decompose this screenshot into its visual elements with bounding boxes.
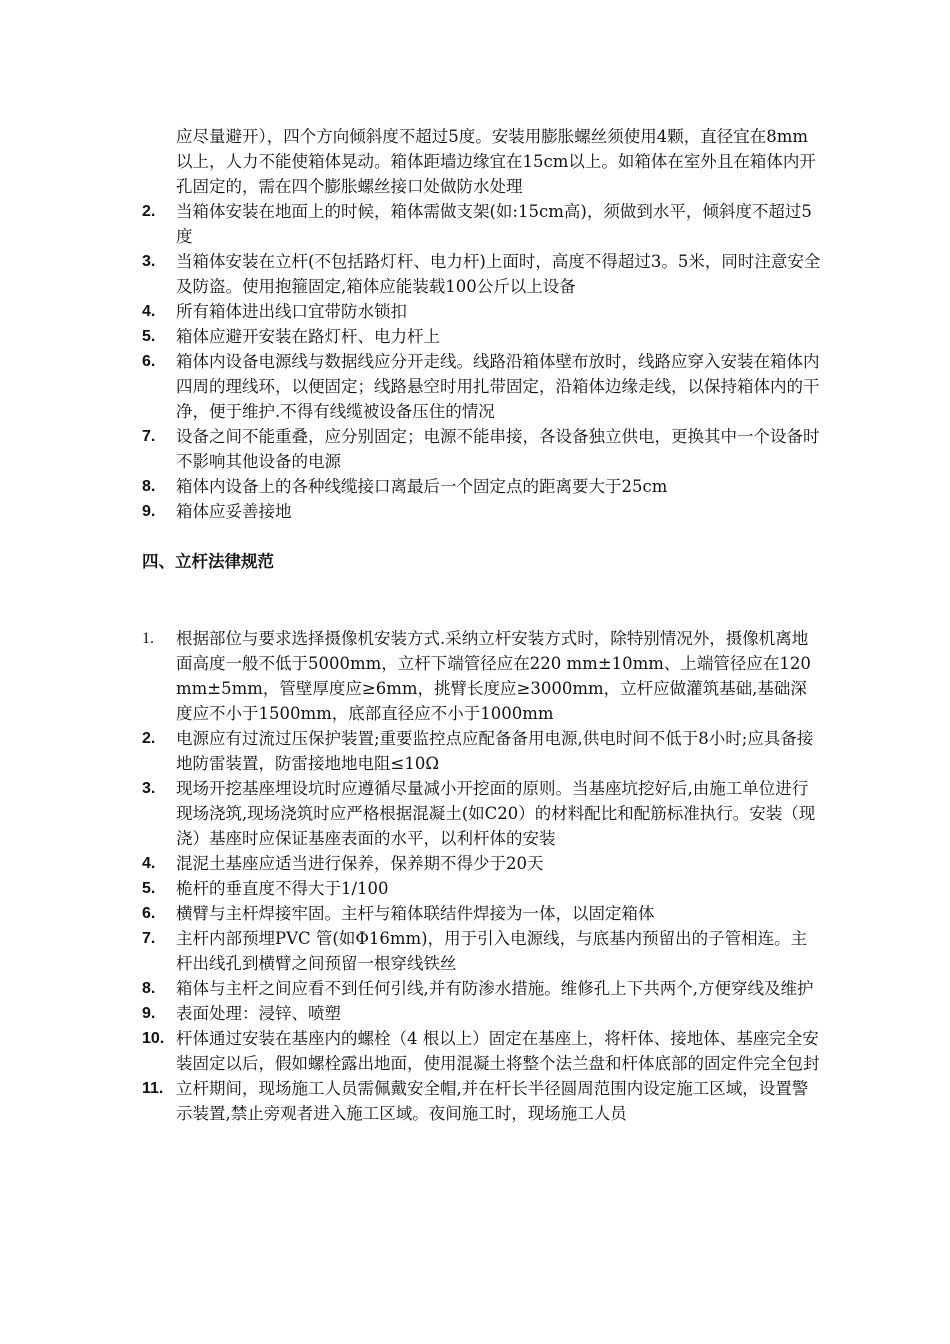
list-item bbox=[142, 424, 822, 474]
list-item bbox=[142, 851, 822, 876]
list-item-number: 11. bbox=[142, 1080, 164, 1097]
box-installation-list bbox=[142, 199, 822, 524]
list-item-text: 电源应有过流过压保护装置;重要监控点应配备备用电源,供电时间不低于8小时;应具备接地防雷装置，防雷接地地电阻≤10Ω bbox=[176, 729, 814, 773]
list-item-number: 7. bbox=[142, 428, 156, 445]
list-item-number: 8. bbox=[142, 478, 156, 495]
list-item bbox=[142, 876, 822, 901]
list-item-text: 表面处理：浸锌、喷塑 bbox=[176, 1004, 341, 1023]
list-item-number: 6. bbox=[142, 353, 156, 370]
list-item-number: 10. bbox=[142, 1030, 165, 1047]
list-item-text: 当箱体安装在立杆(不包括路灯杆、电力杆)上面时，高度不得超过3。5米，同时注意安全及防盗。使用抱箍固定,箱体应能装载100公斤以上设备 bbox=[176, 252, 821, 296]
list-item-text: 立杆期间，现场施工人员需佩戴安全帽,并在杆长半径圆周范围内设定施工区域，设置警示装置,禁止旁观者进入施工区域。夜间施工时，现场施工人员 bbox=[176, 1079, 809, 1123]
list-item-text: 箱体应避开安装在路灯杆、电力杆上 bbox=[176, 327, 440, 346]
list-item-text: 混泥土基座应适当进行保养，保养期不得少于20天 bbox=[176, 854, 544, 873]
list-item bbox=[142, 249, 822, 299]
list-item-text: 当箱体安装在地面上的时候，箱体需做支架(如:15cm高)，须做到水平，倾斜度不超过5度 bbox=[176, 202, 812, 246]
list-item-text: 箱体与主杆之间应看不到任何引线,并有防渗水措施。维修孔上下共两个,方便穿线及维护 bbox=[176, 979, 814, 998]
pole-standards-list bbox=[142, 626, 822, 1126]
list-item-number: 6. bbox=[142, 905, 156, 922]
list-item-text: 杆体通过安装在基座内的螺栓（4 根以上）固定在基座上，将杆体、接地体、基座完全安装固定以后，假如螺栓露出地面，使用混凝土将整个法兰盘和杆体底部的固定件完全包封 bbox=[176, 1029, 820, 1073]
list-item bbox=[142, 299, 822, 324]
list-item-text: 桅杆的垂直度不得大于1/100 bbox=[176, 879, 389, 898]
list-item bbox=[142, 726, 822, 776]
list-item-number: 3. bbox=[142, 253, 156, 270]
list-item-text: 现场开挖基座埋设坑时应遵循尽量减小开挖面的原则。当基座坑挖好后,由施工单位进行现场浇筑,现场浇筑时应严格根据混凝土(如C20）的材料配比和配筋标准执行。安装（现浇）基座时应保证基座表面的水平，以利杆体的安装 bbox=[176, 779, 816, 848]
list-item bbox=[142, 626, 822, 726]
list-item-text: 根据部位与要求选择摄像机安装方式.采纳立杆安装方式时，除特别情况外，摄像机离地面高度一般不低于5000mm，立杆下端管径应在220 mm±10mm、上端管径应在120 mm±5mm，管壁厚度应≥6mm，挑臂长度应≥3000mm，立杆应做灌筑基础,基础深度应不小于1500mm，底部直径应不小于1000mm bbox=[176, 629, 811, 723]
list-item-number: 8. bbox=[142, 980, 156, 997]
section-heading: 四、立杆法律规范 bbox=[142, 552, 274, 571]
list-item-number: 5. bbox=[142, 328, 156, 345]
list-item-number: 5. bbox=[142, 880, 156, 897]
list-item bbox=[142, 926, 822, 976]
list-item-number: 3. bbox=[142, 780, 156, 797]
list-item-text: 设备之间不能重叠，应分别固定；电源不能串接，各设备独立供电，更换其中一个设备时不影响其他设备的电源 bbox=[176, 427, 820, 471]
list-item-text: 箱体内设备电源线与数据线应分开走线。线路沿箱体壁布放时，线路应穿入安装在箱体内四周的理线环，以便固定；线路悬空时用扎带固定，沿箱体边缘走线，以保持箱体内的干净，便于维护.不得有线缆被设备压住的情况 bbox=[176, 352, 820, 421]
list-item-number: 4. bbox=[142, 855, 156, 872]
list-item bbox=[142, 776, 822, 851]
list-item bbox=[142, 499, 822, 524]
list-item-number: 2. bbox=[142, 203, 156, 220]
continuation-paragraph: 应尽量避开），四个方向倾斜度不超过5度。安装用膨胀螺丝须使用4颗，直径宜在8mm以上，人力不能使箱体晃动。箱体距墙边缘宜在15cm以上。如箱体在室外且在箱体内开孔固定的，需在四个膨胀螺丝接口处做防水处理 bbox=[176, 127, 816, 196]
list-item-text: 所有箱体进出线口宜带防水锁扣 bbox=[176, 302, 407, 321]
list-item bbox=[142, 349, 822, 424]
list-item-text: 箱体内设备上的各种线缆接口离最后一个固定点的距离要大于25cm bbox=[176, 477, 668, 496]
list-item-number: 4. bbox=[142, 303, 156, 320]
list-item bbox=[142, 474, 822, 499]
list-item-text: 箱体应妥善接地 bbox=[176, 502, 292, 521]
list-item-number: 2. bbox=[142, 730, 156, 747]
list-item bbox=[142, 199, 822, 249]
list-item bbox=[142, 324, 822, 349]
list-item-text: 横臂与主杆焊接牢固。主杆与箱体联结件焊接为一体，以固定箱体 bbox=[176, 904, 655, 923]
list-item-text: 主杆内部预埋PVC 管(如Φ16mm)，用于引入电源线，与底基内预留出的子管相连。主杆出线孔到横臂之间预留一根穿线铁丝 bbox=[176, 929, 808, 973]
list-item bbox=[142, 901, 822, 926]
list-item-number: 9. bbox=[142, 1005, 156, 1022]
list-item-number: 9. bbox=[142, 503, 156, 520]
list-item bbox=[142, 1026, 822, 1076]
list-item-number: 1. bbox=[142, 630, 154, 647]
list-item-number: 7. bbox=[142, 930, 156, 947]
list-item bbox=[142, 1001, 822, 1026]
list-item bbox=[142, 1076, 822, 1126]
list-item bbox=[142, 976, 822, 1001]
